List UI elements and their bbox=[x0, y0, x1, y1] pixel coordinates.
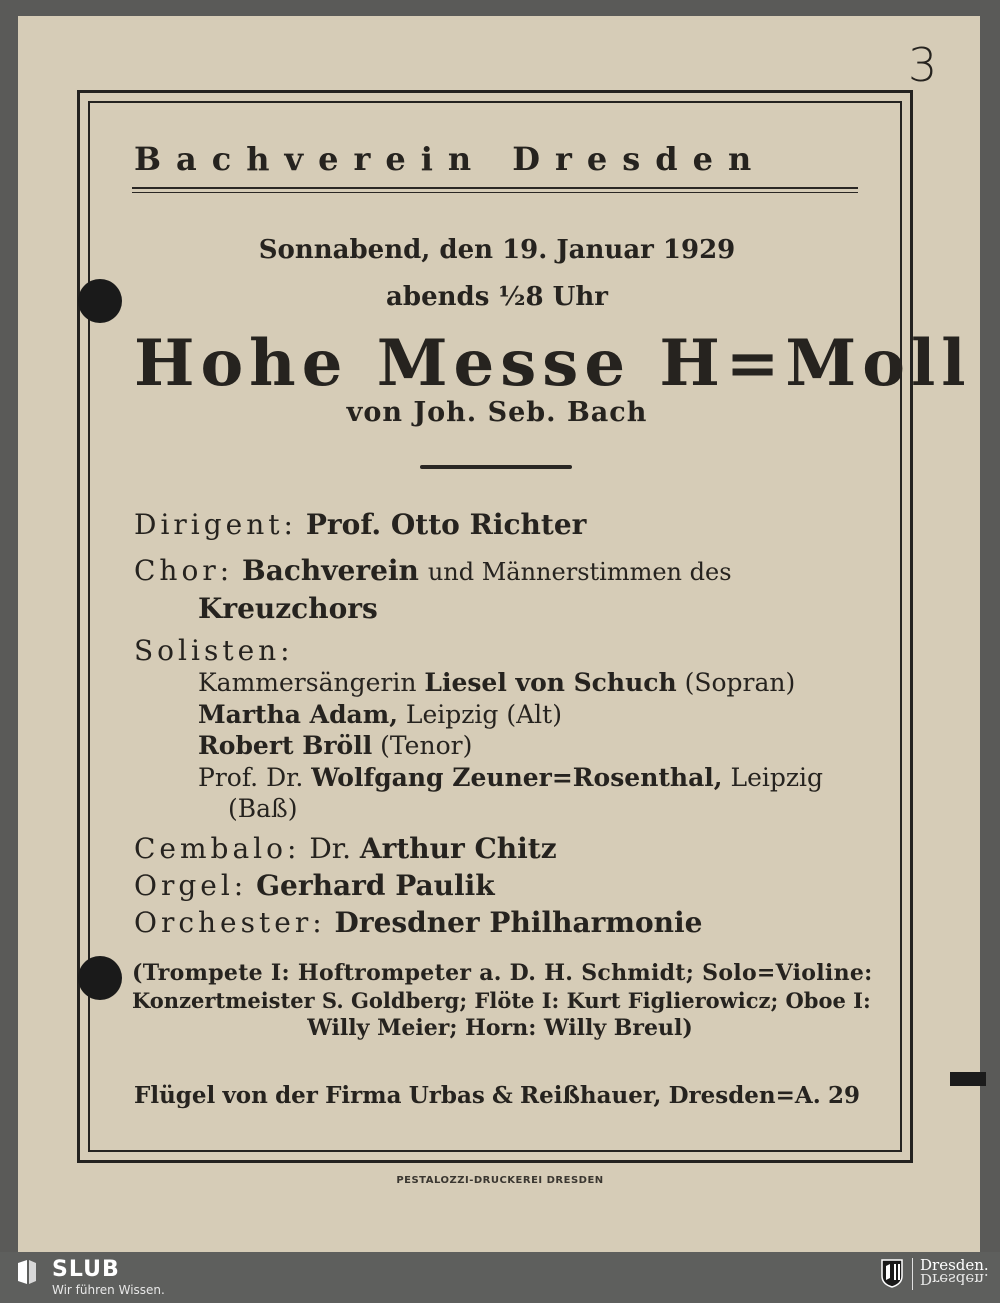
organ-label: Orgel: bbox=[134, 869, 248, 902]
city-wordmark[interactable]: Dresden. bbox=[920, 1256, 989, 1274]
credit-word: 29 bbox=[827, 1082, 860, 1109]
soloist-title: Prof. Dr. bbox=[198, 763, 312, 792]
harpsichord-title: Dr. bbox=[309, 832, 360, 865]
organ-line bbox=[134, 869, 495, 902]
choir-rest: und Männerstimmen des bbox=[427, 558, 732, 586]
choir-line2: Kreuzchors bbox=[198, 592, 378, 625]
orchestra-line bbox=[134, 906, 702, 939]
soloist-name: Martha Adam, bbox=[198, 700, 398, 729]
printer-imprint: PESTALOZZI-DRUCKEREI DRESDEN bbox=[396, 1175, 604, 1186]
musicians-note-line: Konzertmeister S. Goldberg; Flöte I: Kurt Figlierowicz; Oboe I: bbox=[132, 988, 871, 1013]
credit-word: von bbox=[222, 1082, 268, 1109]
heading-rule bbox=[132, 187, 858, 189]
credit-word: Reißhauer, bbox=[519, 1082, 662, 1109]
soloist-voice: (Tenor) bbox=[372, 731, 473, 760]
soloist-name: Robert Bröll bbox=[198, 731, 373, 760]
concert-date: Sonnabend, den 19. Januar 1929 bbox=[258, 235, 736, 265]
work-title: Hohe Messe H=Moll bbox=[134, 326, 972, 401]
choir-line bbox=[134, 554, 732, 587]
orchestra-name: Dresdner Philharmonie bbox=[334, 906, 703, 939]
footer-separator bbox=[912, 1258, 913, 1290]
harpsichord-label: Cembalo: bbox=[134, 832, 301, 865]
soloists-label bbox=[134, 634, 294, 667]
city-wordmark-mirror: Dresden. bbox=[920, 1270, 989, 1288]
harpsichord-line bbox=[134, 832, 557, 865]
orchestra-label: Orchester: bbox=[134, 906, 326, 939]
harpsichord-name: Arthur Chitz bbox=[359, 832, 557, 865]
choir-label: Chor: bbox=[134, 554, 234, 587]
page-number: 3 bbox=[908, 38, 938, 92]
soloist-row bbox=[198, 763, 823, 792]
divider-ornament bbox=[420, 465, 572, 469]
conductor-name: Prof. Otto Richter bbox=[305, 508, 587, 541]
credit-word: Dresden=A. bbox=[668, 1082, 821, 1109]
soloist-row bbox=[198, 668, 795, 697]
soloist-voice-cont: (Baß) bbox=[228, 794, 298, 823]
soloist-voice: (Sopran) bbox=[676, 668, 796, 697]
organ-name: Gerhard Paulik bbox=[256, 869, 495, 902]
composer: von Joh. Seb. Bach bbox=[346, 397, 648, 428]
musicians-note-line: Willy Meier; Horn: Willy Breul) bbox=[307, 1015, 693, 1041]
credit-word: der bbox=[275, 1082, 318, 1109]
conductor-line bbox=[134, 508, 586, 541]
piano-credit bbox=[134, 1082, 860, 1109]
credit-word: & bbox=[492, 1082, 513, 1109]
credit-word: Flügel bbox=[134, 1082, 216, 1109]
soloist-row bbox=[198, 700, 562, 729]
punch-hole bbox=[78, 956, 122, 1000]
soloist-name: Liesel von Schuch bbox=[424, 668, 677, 697]
club-heading: Bachverein Dresden bbox=[134, 140, 767, 178]
library-footer bbox=[0, 1252, 1000, 1303]
concert-time: abends ½8 Uhr bbox=[386, 282, 608, 312]
conductor-label: Dirigent: bbox=[134, 508, 297, 541]
soloist-row bbox=[198, 731, 472, 760]
musicians-note-line: (Trompete I: Hoftrompeter a. D. H. Schmidt; Solo=Violine: bbox=[132, 960, 873, 986]
soloist-title: Kammersängerin bbox=[198, 668, 425, 697]
punch-hole bbox=[78, 279, 122, 323]
heading-rule bbox=[132, 192, 858, 193]
slub-logo-icon[interactable] bbox=[14, 1259, 40, 1285]
dresden-crest-icon[interactable] bbox=[880, 1258, 904, 1288]
soloists-label-text: Solisten: bbox=[134, 634, 294, 667]
soloist-name: Wolfgang Zeuner=Rosenthal, bbox=[311, 763, 723, 792]
slub-name[interactable]: SLUB bbox=[52, 1257, 120, 1282]
soloist-voice: Leipzig (Alt) bbox=[397, 700, 562, 729]
slub-tagline: Wir führen Wissen. bbox=[52, 1283, 165, 1297]
edge-mark bbox=[950, 1072, 986, 1086]
credit-word: Urbas bbox=[408, 1082, 485, 1109]
soloist-voice: Leipzig bbox=[722, 763, 824, 792]
choir-name: Bachverein bbox=[242, 554, 419, 587]
credit-word: Firma bbox=[325, 1082, 402, 1109]
